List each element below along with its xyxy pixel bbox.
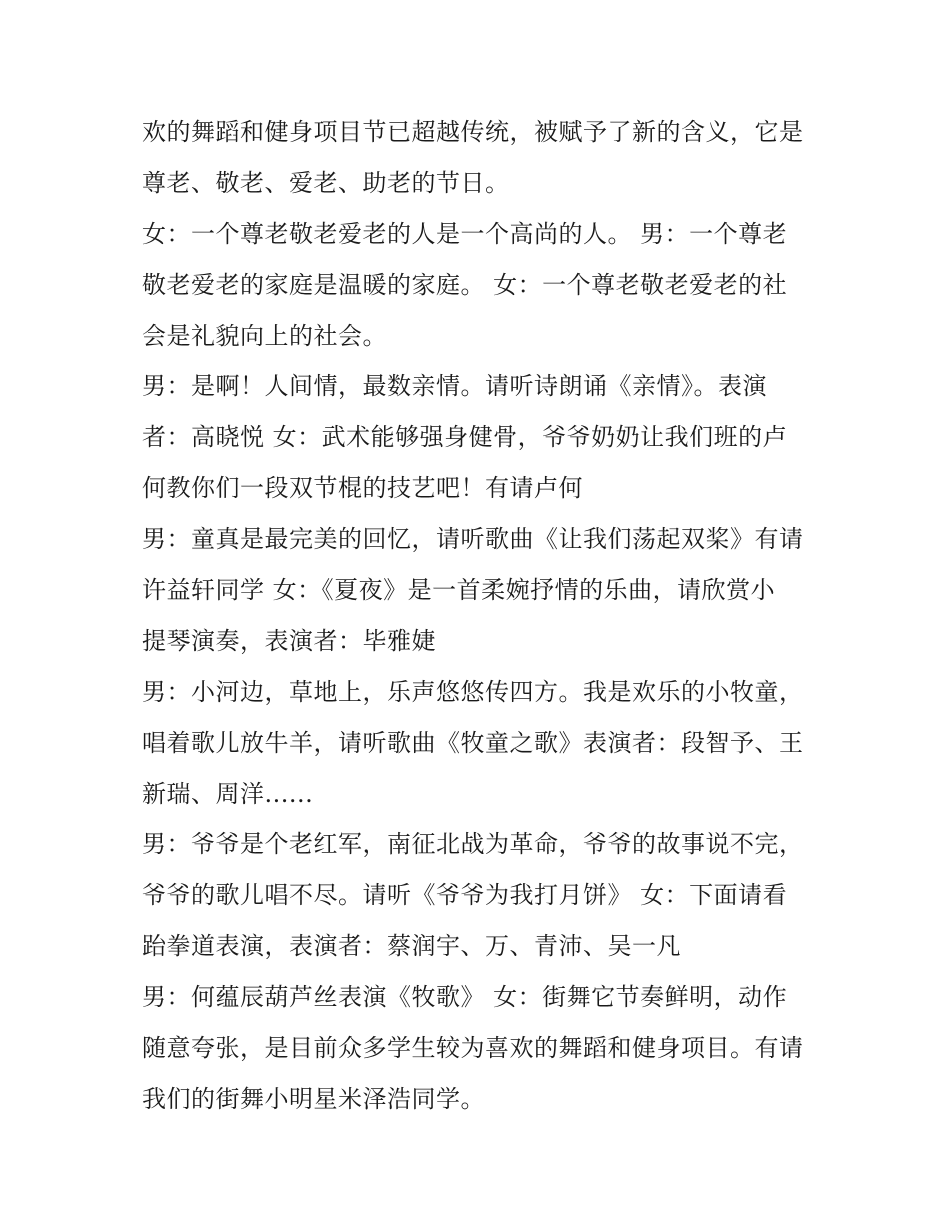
- text-line: 我们的街舞小明星米泽浩同学。: [142, 1084, 485, 1113]
- text-line: 男：爷爷是个老红军，南征北战为革命，爷爷的故事说不完，: [142, 830, 804, 859]
- text-line: 者：高晓悦 女：武术能够强身健骨，爷爷奶奶让我们班的卢: [142, 423, 788, 452]
- text-line: 提琴演奏，表演者：毕雅婕: [142, 626, 436, 655]
- text-line: 男：童真是最完美的回忆，请听歌曲《让我们荡起双桨》有请: [142, 525, 804, 554]
- text-line: 男：小河边，草地上，乐声悠悠传四方。我是欢乐的小牧童，: [142, 677, 804, 706]
- text-line: 尊老、敬老、爱老、助老的节日。: [142, 168, 510, 197]
- text-line: 男：何蕴辰葫芦丝表演《牧歌》 女：街舞它节奏鲜明，动作: [142, 983, 788, 1012]
- text-line: 跆拳道表演，表演者：蔡润宇、万、青沛、吴一凡: [142, 932, 681, 961]
- text-line: 爷爷的歌儿唱不尽。请听《爷爷为我打月饼》 女：下面请看: [142, 881, 788, 910]
- text-line: 许益轩同学 女：《夏夜》是一首柔婉抒情的乐曲，请欣赏小: [142, 576, 776, 605]
- text-line: 随意夸张，是目前众多学生较为喜欢的舞蹈和健身项目。有请: [142, 1034, 804, 1063]
- text-line: 女：一个尊老敬老爱老的人是一个高尚的人。 男：一个尊老: [142, 219, 788, 248]
- text-line: 唱着歌儿放牛羊，请听歌曲《牧童之歌》表演者：段智予、王: [142, 728, 804, 757]
- text-line: 男：是啊！人间情，最数亲情。请听诗朗诵《亲情》。表演: [142, 372, 767, 401]
- document-body: [142, 107, 822, 1125]
- text-line: 会是礼貌向上的社会。: [142, 321, 387, 350]
- text-line: 何教你们一段双节棍的技艺吧！有请卢何: [142, 474, 583, 503]
- text-line: 欢的舞蹈和健身项目节已超越传统，被赋予了新的含义，它是: [142, 118, 804, 146]
- text-line: 新瑞、周洋......: [142, 779, 314, 808]
- text-line: 敬老爱老的家庭是温暖的家庭。 女：一个尊老敬老爱老的社: [142, 270, 788, 299]
